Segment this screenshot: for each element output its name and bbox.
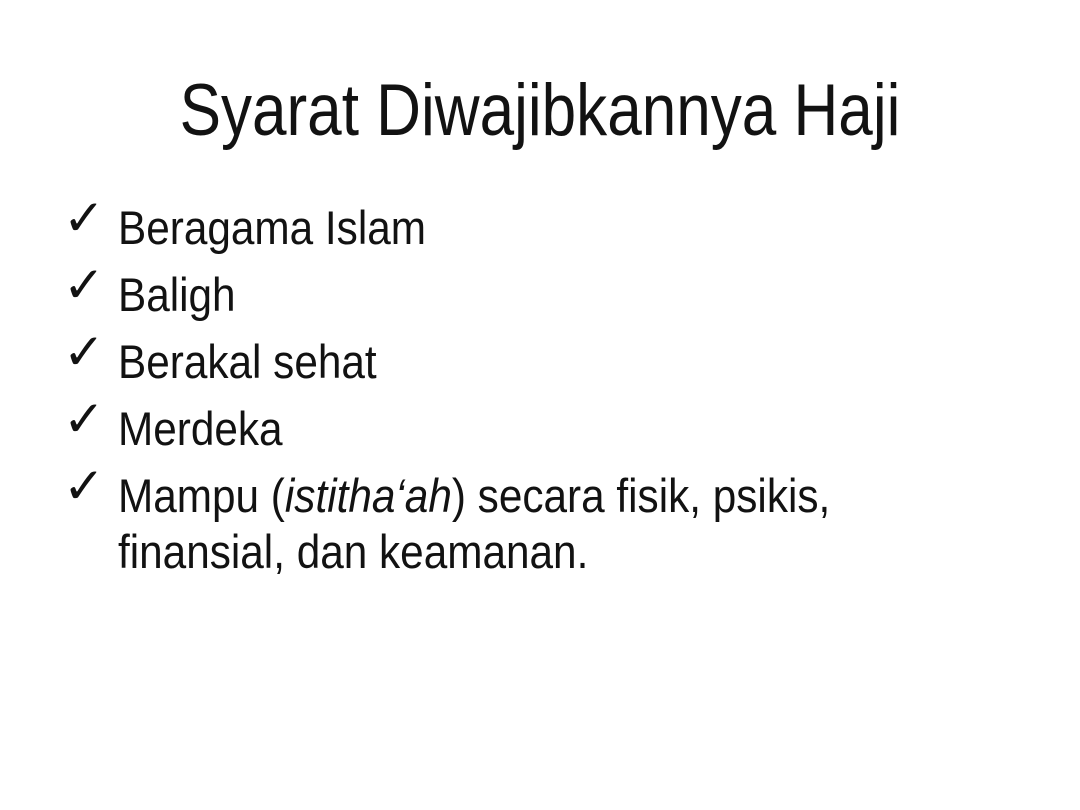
list-item-text-suffix: ) secara fisik, psikis, [451, 469, 831, 523]
checkmark-bullet-icon: ✓ [63, 390, 105, 449]
bullet-list [0, 189, 1080, 580]
list-item-text-prefix: Mampu ( [118, 469, 285, 523]
checkmark-bullet-icon: ✓ [63, 457, 105, 516]
slide-title-text: Syarat Diwajibkannya Haji [179, 70, 901, 151]
list-item [63, 256, 1025, 323]
list-item [63, 457, 1025, 580]
list-item-text: Merdeka [118, 402, 283, 456]
italic-term: istitha‘ah [284, 469, 452, 523]
list-item [63, 189, 1025, 256]
checkmark-bullet-icon: ✓ [63, 189, 105, 248]
list-item [63, 390, 1025, 457]
list-item-text-line2: finansial, dan keamanan. [118, 525, 589, 579]
checkmark-bullet-icon: ✓ [63, 323, 105, 382]
list-item-text: Beragama Islam [118, 201, 426, 255]
checkmark-bullet-icon: ✓ [63, 256, 105, 315]
list-item-text: Berakal sehat [118, 335, 377, 389]
list-item-text: Baligh [118, 268, 236, 322]
list-item [63, 323, 1025, 390]
slide-title [0, 0, 1080, 154]
list-item-text [118, 468, 830, 580]
